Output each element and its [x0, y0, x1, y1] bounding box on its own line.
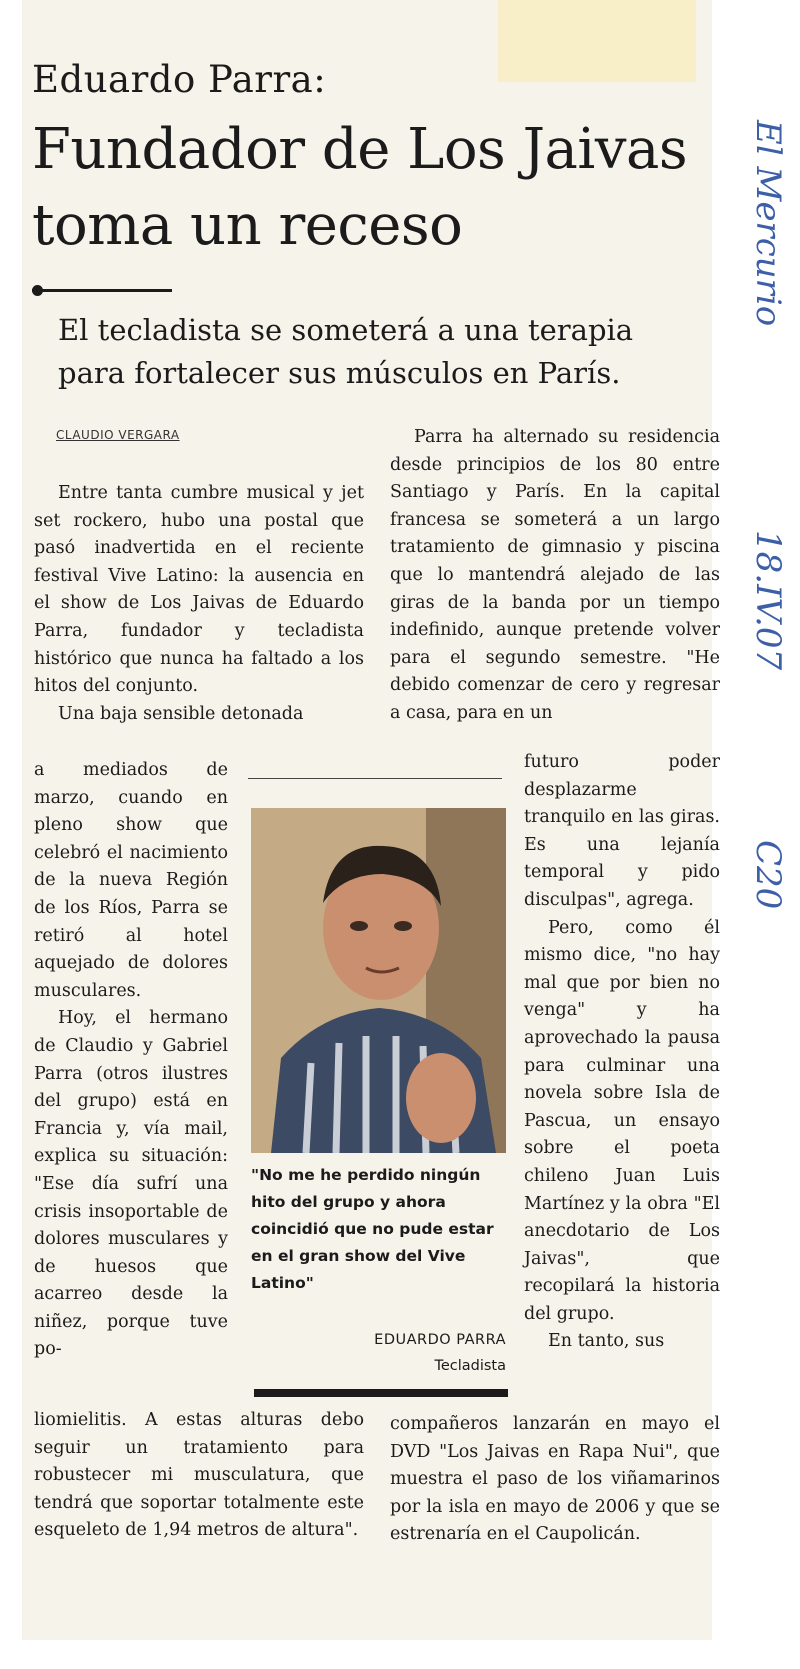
article-headline: Fundador de Los Jaivas toma un receso: [32, 117, 688, 258]
handwritten-source: El Mercurio: [748, 120, 788, 327]
left-column-narrow: [34, 757, 228, 1364]
article-deck: El tecladista se someterá a una terapia para fortalecer sus músculos en París.: [58, 313, 634, 390]
portrait-illustration: [251, 808, 506, 1153]
photo-rule: [248, 778, 502, 779]
paragraph: a mediados de marzo, cuando en pleno show que celebró el nacimiento de la nueva Región de los Ríos, Parra se retiró al hotel aquejado de dolores musculares.: [34, 760, 228, 1001]
handwritten-date: 18.IV.07: [748, 530, 788, 671]
paragraph: Pero, como él mismo dice, "no hay mal que por bien no venga" y ha aprovechado la pausa para culminar una novela sobre Isla de Pascua, un ensayo sobre el poeta chileno Juan Luis Martínez y la obra "El anecdotario de Los Jaivas", que recopilará la historia del grupo.: [524, 917, 720, 1324]
paragraph: Entre tanta cumbre musical y jet set rockero, hubo una postal que pasó inadvertida en el reciente festival Vive Latino: la ausencia en el show de Los Jaivas de Eduardo Parra, fundador y tecladista histórico que nunca ha faltado a los hitos del conjunto.: [34, 483, 364, 697]
paragraph: En tanto, sus: [548, 1331, 665, 1352]
paragraph: compañeros lanzarán en mayo el DVD "Los Jaivas en Rapa Nui", que muestra el paso de los viñamarinos por la isla en mayo de 2006 y que se estrenaría en el Caupolicán.: [390, 1414, 720, 1545]
paragraph: futuro poder desplazarme tranquilo en las giras. Es una lejanía temporal y pido disculpas", agrega.: [524, 752, 720, 910]
left-column-bottom: [34, 1407, 364, 1545]
paragraph: Hoy, el hermano de Claudio y Gabriel Parra (otros ilustres del grupo) está en Francia y, vía mail, explica su situación: "Ese día sufrí una crisis insoportable de dolores musculares y de huesos que acarreo desde la niñez, porque tuve po-: [34, 1008, 228, 1360]
handwritten-annotation: [732, 120, 792, 1020]
credit-rule: [254, 1389, 508, 1397]
right-column-bottom: [390, 1411, 720, 1549]
headline-rule: [32, 289, 172, 292]
photo-caption: "No me he perdido ningún hito del grupo y ahora coincidió que no pude estar en el gran show del Vive Latino": [251, 1166, 494, 1292]
tape-strip: [498, 0, 696, 82]
article-kicker: Eduardo Parra:: [32, 58, 327, 101]
photo-credit-role: Tecladista: [434, 1358, 506, 1374]
portrait-photo: [251, 808, 506, 1153]
paragraph: Una baja sensible detonada: [58, 703, 304, 724]
right-column-narrow: [524, 749, 720, 1356]
paragraph: Parra ha alternado su residencia desde principios de los 80 entre Santiago y París. En la capital francesa se someterá a un largo tratamiento de gimnasio y piscina que lo mantendrá alejado de las giras de la banda por un tiempo indefinido, aunque pretende volver para el segundo semestre. "He debido comenzar de cero y regresar a casa, para en un: [390, 427, 720, 723]
photo-credit-name: EDUARDO PARRA: [374, 1332, 506, 1348]
right-column-top: [390, 424, 720, 728]
handwritten-page: C20: [748, 840, 788, 910]
left-column-top: [34, 480, 364, 728]
paragraph: liomielitis. A estas alturas debo seguir un tratamiento para robustecer mi musculatura, que tendrá que soportar totalmente este esqueleto de 1,94 metros de altura".: [34, 1410, 364, 1541]
bullet-dot-icon: [32, 285, 43, 296]
article-byline: CLAUDIO VERGARA: [56, 428, 180, 442]
